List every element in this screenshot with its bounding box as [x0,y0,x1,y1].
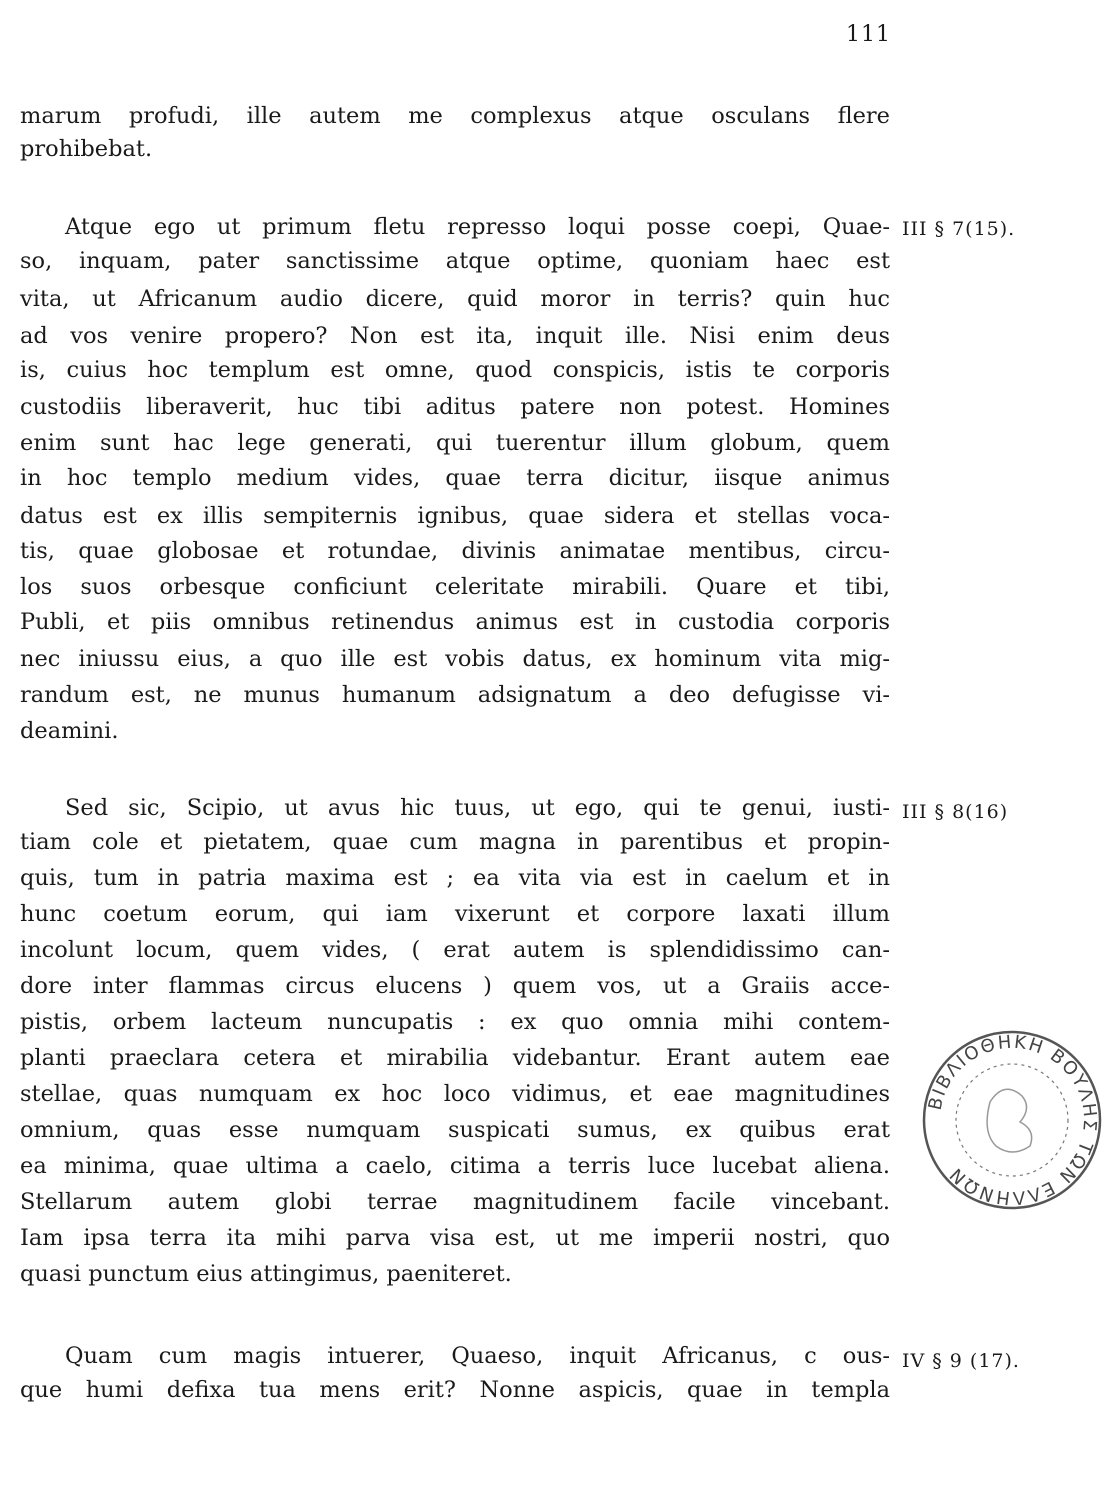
text-line: vita, ut Africanum audio dicere, quid moror in terris? quin huc [20,286,890,312]
margin-reference: IV § 9 (17). [902,1350,1020,1372]
text-line: randum est, ne munus humanum adsignatum a deo defugisse vi- [20,682,890,708]
text-line: los suos orbesque conficiunt celeritate mirabili. Quare et tibi, [20,574,890,600]
margin-reference: III § 7(15). [902,218,1016,240]
text-line: Quam cum magis intuerer, Quaeso, inquit Africanus, c ous- [65,1343,890,1369]
text-line: Stellarum autem globi terrae magnitudinem facile vincebant. [20,1189,890,1215]
text-line: Publi, et piis omnibus retinendus animus est in custodia corporis [20,609,890,635]
text-line: enim sunt hac lege generati, qui tuerentur illum globum, quem [20,430,890,456]
text-line: custodiis liberaverit, huc tibi aditus patere non potest. Homines [20,394,890,420]
text-line: in hoc templo medium vides, quae terra dicitur, iisque animus [20,465,890,491]
text-line: planti praeclara cetera et mirabilia videbantur. Erant autem eae [20,1045,890,1071]
text-line: incolunt locum, quem vides, ( erat autem is splendidissimo can- [20,937,890,963]
text-line: hunc coetum eorum, qui iam vixerunt et corpore laxati illum [20,901,890,927]
text-line: Atque ego ut primum fletu represso loqui posse coepi, Quae- [65,214,890,240]
text-line: is, cuius hoc templum est omne, quod conspicis, istis te corporis [20,357,890,383]
text-line: ad vos venire propero? Non est ita, inquit ille. Nisi enim deus [20,323,890,349]
text-line: stellae, quas numquam ex hoc loco vidimus, et eae magnitudines [20,1081,890,1107]
text-line: Sed sic, Scipio, ut avus hic tuus, ut ego, qui te genui, iusti- [65,795,890,821]
text-line: omnium, quas esse numquam suspicati sumus, ex quibus erat [20,1117,890,1143]
text-line: marum profudi, ille autem me complexus atque osculans flere [20,103,890,129]
text-line: datus est ex illis sempiternis ignibus, quae sidera et stellas voca- [20,503,890,529]
margin-reference: III § 8(16) [902,801,1009,823]
text-line: so, inquam, pater sanctissime atque optime, quoniam haec est [20,248,890,274]
library-stamp-icon [912,1020,1112,1220]
text-line: tis, quae globosae et rotundae, divinis animatae mentibus, circu- [20,538,890,564]
text-line: quis, tum in patria maxima est ; ea vita via est in caelum et in [20,865,890,891]
text-line: ea minima, quae ultima a caelo, citima a terris luce lucebat aliena. [20,1153,890,1179]
text-line: nec iniussu eius, a quo ille est vobis datus, ex hominum vita mig- [20,646,890,672]
stamp-text: ΒΙΒΛΙΟΘΗΚΗ ΒΟΥΛΗΣ ΤΩΝ ΕΛΛΗΝΩΝ [924,1031,1101,1209]
text-line: quasi punctum eius attingimus, paeniteret. [20,1261,512,1287]
page-number: 111 [846,22,891,47]
text-line: Iam ipsa terra ita mihi parva visa est, ut me imperii nostri, quo [20,1225,890,1251]
text-line: prohibebat. [20,136,153,162]
text-line: deamini. [20,718,119,744]
svg-text:ΒΙΒΛΙΟΘΗΚΗ ΒΟΥΛΗΣ ΤΩΝ ΕΛΛΗΝΩΝ [925,1032,1101,1209]
text-line: que humi defixa tua mens erit? Nonne aspicis, quae in templa [20,1377,890,1403]
text-line: pistis, orbem lacteum nuncupatis : ex quo omnia mihi contem- [20,1009,890,1035]
text-line: dore inter flammas circus elucens ) quem vos, ut a Graiis acce- [20,973,890,999]
text-line: tiam cole et pietatem, quae cum magna in parentibus et propin- [20,829,890,855]
